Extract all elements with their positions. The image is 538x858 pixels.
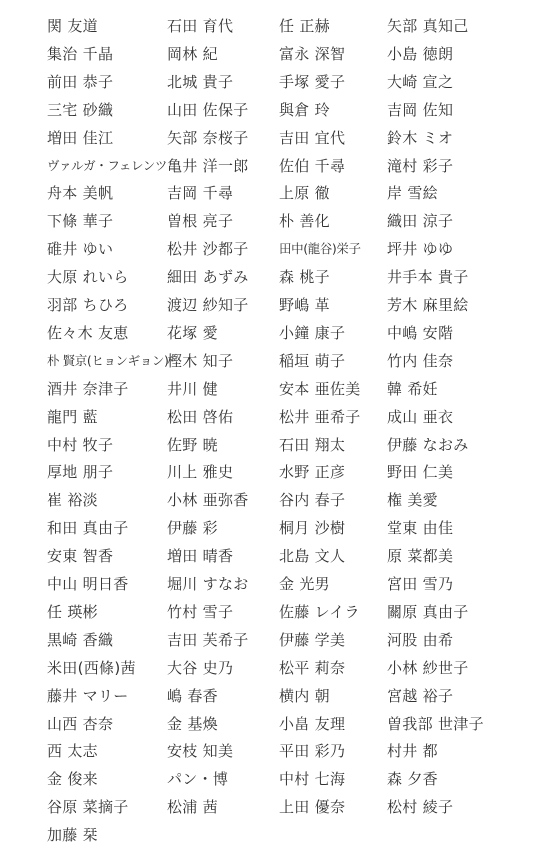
artist-name: 谷原 菜摘子 <box>47 798 129 817</box>
name-row <box>0 375 538 403</box>
name-row <box>0 319 538 347</box>
artist-name: 佐野 暁 <box>167 435 218 454</box>
artist-name: 宮田 雪乃 <box>387 575 454 593</box>
name-row <box>0 793 538 821</box>
artist-name: 黒崎 香織 <box>47 630 114 649</box>
artist-name: 細田 あずみ <box>167 268 249 287</box>
name-row <box>0 737 538 765</box>
artist-name: 三宅 砂織 <box>47 100 114 119</box>
artist-name: 鈴木 ミオ <box>387 128 454 147</box>
artist-name: 原 菜都美 <box>387 547 454 566</box>
name-row <box>0 68 538 96</box>
artist-name: 伊藤 彩 <box>167 519 218 538</box>
artist-name: 嶋 春香 <box>167 686 218 705</box>
artist-name: 北城 貴子 <box>167 72 234 91</box>
artist-name: 碓井 ゆい <box>47 240 114 259</box>
artist-name: 伊藤 学美 <box>279 630 346 649</box>
name-row <box>0 207 538 235</box>
artist-name: 和田 真由子 <box>47 519 129 538</box>
artist-name: 米田(西條)茜 <box>47 658 136 677</box>
artist-name: 松平 莉奈 <box>279 658 346 677</box>
artist-name: 安本 亜佐美 <box>279 379 361 398</box>
artist-name: 山西 杏奈 <box>47 714 114 733</box>
name-row <box>0 710 538 738</box>
artist-name: 岡林 紀 <box>167 44 218 63</box>
artist-name: 北島 文人 <box>279 547 346 566</box>
artist-name: 井川 健 <box>167 379 218 398</box>
artist-name: 集治 千晶 <box>47 44 114 63</box>
artist-name: 佐々木 友恵 <box>47 323 129 342</box>
artist-name: 村井 都 <box>387 742 438 761</box>
name-row <box>0 403 538 431</box>
artist-name: 矢部 真知己 <box>387 17 469 35</box>
artist-name: 厚地 朋子 <box>47 463 114 482</box>
artist-name: 任 正赫 <box>279 17 330 35</box>
artist-name: 伊藤 なおみ <box>387 435 469 454</box>
artist-name: 松村 綾子 <box>387 798 454 817</box>
name-row <box>0 570 538 598</box>
name-row <box>0 96 538 124</box>
artist-name: 崔 裕淡 <box>47 491 98 510</box>
artist-name: 小林 亜弥香 <box>167 491 249 510</box>
artist-name: 吉岡 千尋 <box>167 184 234 203</box>
artist-name: 渡辺 紗知子 <box>167 296 249 314</box>
artist-name: パン・博 <box>167 770 229 789</box>
artist-name: 谷内 春子 <box>279 491 346 510</box>
artist-name: 加藤 栞 <box>47 826 98 845</box>
artist-name: 松田 啓佑 <box>167 407 234 426</box>
artist-name: 小島 徳朗 <box>387 44 454 63</box>
artist-name: 水野 正彦 <box>279 463 346 482</box>
artist-name: 龍門 藍 <box>47 407 98 426</box>
artist-name: 酒井 奈津子 <box>47 379 129 398</box>
artist-name: 中村 七海 <box>279 770 346 789</box>
artist-name: 任 瑛彬 <box>47 602 98 621</box>
artist-name: 金 光男 <box>279 575 330 593</box>
artist-name: 小畠 友理 <box>279 714 346 733</box>
artist-name: 韓 希妊 <box>387 379 438 398</box>
artist-name: 吉田 宜代 <box>279 128 346 147</box>
artist-name: 安東 智香 <box>47 547 114 566</box>
name-row <box>0 598 538 626</box>
name-row <box>0 179 538 207</box>
artist-name: 中村 牧子 <box>47 435 114 454</box>
artist-name: 成山 亜衣 <box>387 407 454 426</box>
artist-name: 金 俊来 <box>47 770 98 789</box>
artist-name: 関 友道 <box>47 17 98 35</box>
artist-name: 藤井 マリー <box>47 686 129 705</box>
artist-name: 曽我部 世津子 <box>387 714 484 733</box>
artist-name: 富永 深智 <box>279 44 346 63</box>
artist-name: 矢部 奈桜子 <box>167 128 249 147</box>
artist-name: 樫木 知子 <box>167 351 234 370</box>
artist-name: 手塚 愛子 <box>279 72 346 91</box>
artist-name: 山田 佐保子 <box>167 100 249 119</box>
artist-name: 佐伯 千尋 <box>279 156 346 175</box>
artist-name: 小林 紗世子 <box>387 658 469 677</box>
artist-name: 朴 賢京(ヒョンギョン) <box>47 352 169 368</box>
artist-name: 關原 真由子 <box>387 602 469 621</box>
artist-name: 亀井 洋一郎 <box>167 156 249 175</box>
artist-name: 竹内 佳奈 <box>387 351 454 370</box>
artist-name: 小鐘 康子 <box>279 323 346 342</box>
name-row <box>0 12 538 40</box>
artist-name: 朴 善化 <box>279 212 330 231</box>
artist-name: 中嶋 安階 <box>387 323 454 342</box>
artist-name: 松井 亜希子 <box>279 407 361 426</box>
artist-name: 吉岡 佐知 <box>387 100 454 119</box>
artist-name: 大崎 宣之 <box>387 72 454 91</box>
artist-name: 前田 恭子 <box>47 72 114 91</box>
artist-name: 田中(龍谷)栄子 <box>279 241 361 257</box>
artist-name: 川上 雅史 <box>167 463 234 482</box>
artist-name: 森 桃子 <box>279 268 330 287</box>
artist-name: 金 基煥 <box>167 714 218 733</box>
artist-name: 宮越 裕子 <box>387 686 454 705</box>
artist-name: 上田 優奈 <box>279 798 346 817</box>
artist-name: 坪井 ゆゆ <box>387 240 454 259</box>
name-row <box>0 514 538 542</box>
artist-name: 羽部 ちひろ <box>47 296 129 314</box>
artist-name: 芳木 麻里絵 <box>387 296 469 314</box>
artist-name: 横内 朝 <box>279 686 330 705</box>
artist-name: 増田 佳江 <box>47 128 114 147</box>
name-row <box>0 626 538 654</box>
name-row <box>0 486 538 514</box>
artist-name: 西 太志 <box>47 742 98 761</box>
artist-name: 佐藤 レイラ <box>279 602 360 621</box>
artist-name: 松井 沙都子 <box>167 240 249 259</box>
name-row <box>0 235 538 263</box>
name-row <box>0 263 538 291</box>
name-row <box>0 291 538 319</box>
artist-name: 花塚 愛 <box>167 323 218 342</box>
name-row <box>0 347 538 375</box>
artist-name: 中山 明日香 <box>47 575 129 593</box>
artist-name: 井手本 貴子 <box>387 268 469 287</box>
artist-name: 堂東 由佳 <box>387 519 454 538</box>
artist-name: 大谷 史乃 <box>167 658 234 677</box>
artist-name: ヴァルガ・フェレンツ <box>47 157 167 173</box>
artist-name: 平田 彩乃 <box>279 742 346 761</box>
artist-name: 石田 翔太 <box>279 435 346 454</box>
artist-name: 下條 華子 <box>47 212 114 231</box>
name-row <box>0 458 538 486</box>
artist-name: 竹村 雪子 <box>167 602 234 621</box>
artist-name: 與倉 玲 <box>279 100 330 119</box>
artist-name: 堀川 すなお <box>167 575 249 593</box>
artist-name: 上原 徹 <box>279 184 330 203</box>
name-row <box>0 654 538 682</box>
artist-name: 権 美愛 <box>387 491 438 510</box>
artist-name: 野田 仁美 <box>387 463 454 482</box>
artist-name: 安枝 知美 <box>167 742 234 761</box>
artist-name: 織田 涼子 <box>387 212 454 231</box>
artist-name: 稲垣 萌子 <box>279 351 346 370</box>
artist-name: 石田 育代 <box>167 17 234 35</box>
artist-name: 桐月 沙樹 <box>279 519 346 538</box>
name-row <box>0 431 538 459</box>
name-row <box>0 542 538 570</box>
name-row <box>0 821 538 849</box>
artist-name: 舟本 美帆 <box>47 184 114 203</box>
name-row <box>0 765 538 793</box>
artist-name: 吉田 芙希子 <box>167 630 249 649</box>
name-row <box>0 124 538 152</box>
artist-name: 野嶋 革 <box>279 296 330 314</box>
artist-name: 滝村 彩子 <box>387 156 454 175</box>
artist-name: 松浦 茜 <box>167 798 218 817</box>
artist-name: 森 夕香 <box>387 770 438 789</box>
artist-name: 河股 由希 <box>387 630 454 649</box>
name-row <box>0 682 538 710</box>
artist-name: 曽根 亮子 <box>167 212 234 231</box>
artist-name: 大原 れいら <box>47 268 129 287</box>
name-row <box>0 152 538 180</box>
name-row <box>0 40 538 68</box>
artist-name: 増田 晴香 <box>167 547 234 566</box>
artist-name: 岸 雪絵 <box>387 184 438 203</box>
